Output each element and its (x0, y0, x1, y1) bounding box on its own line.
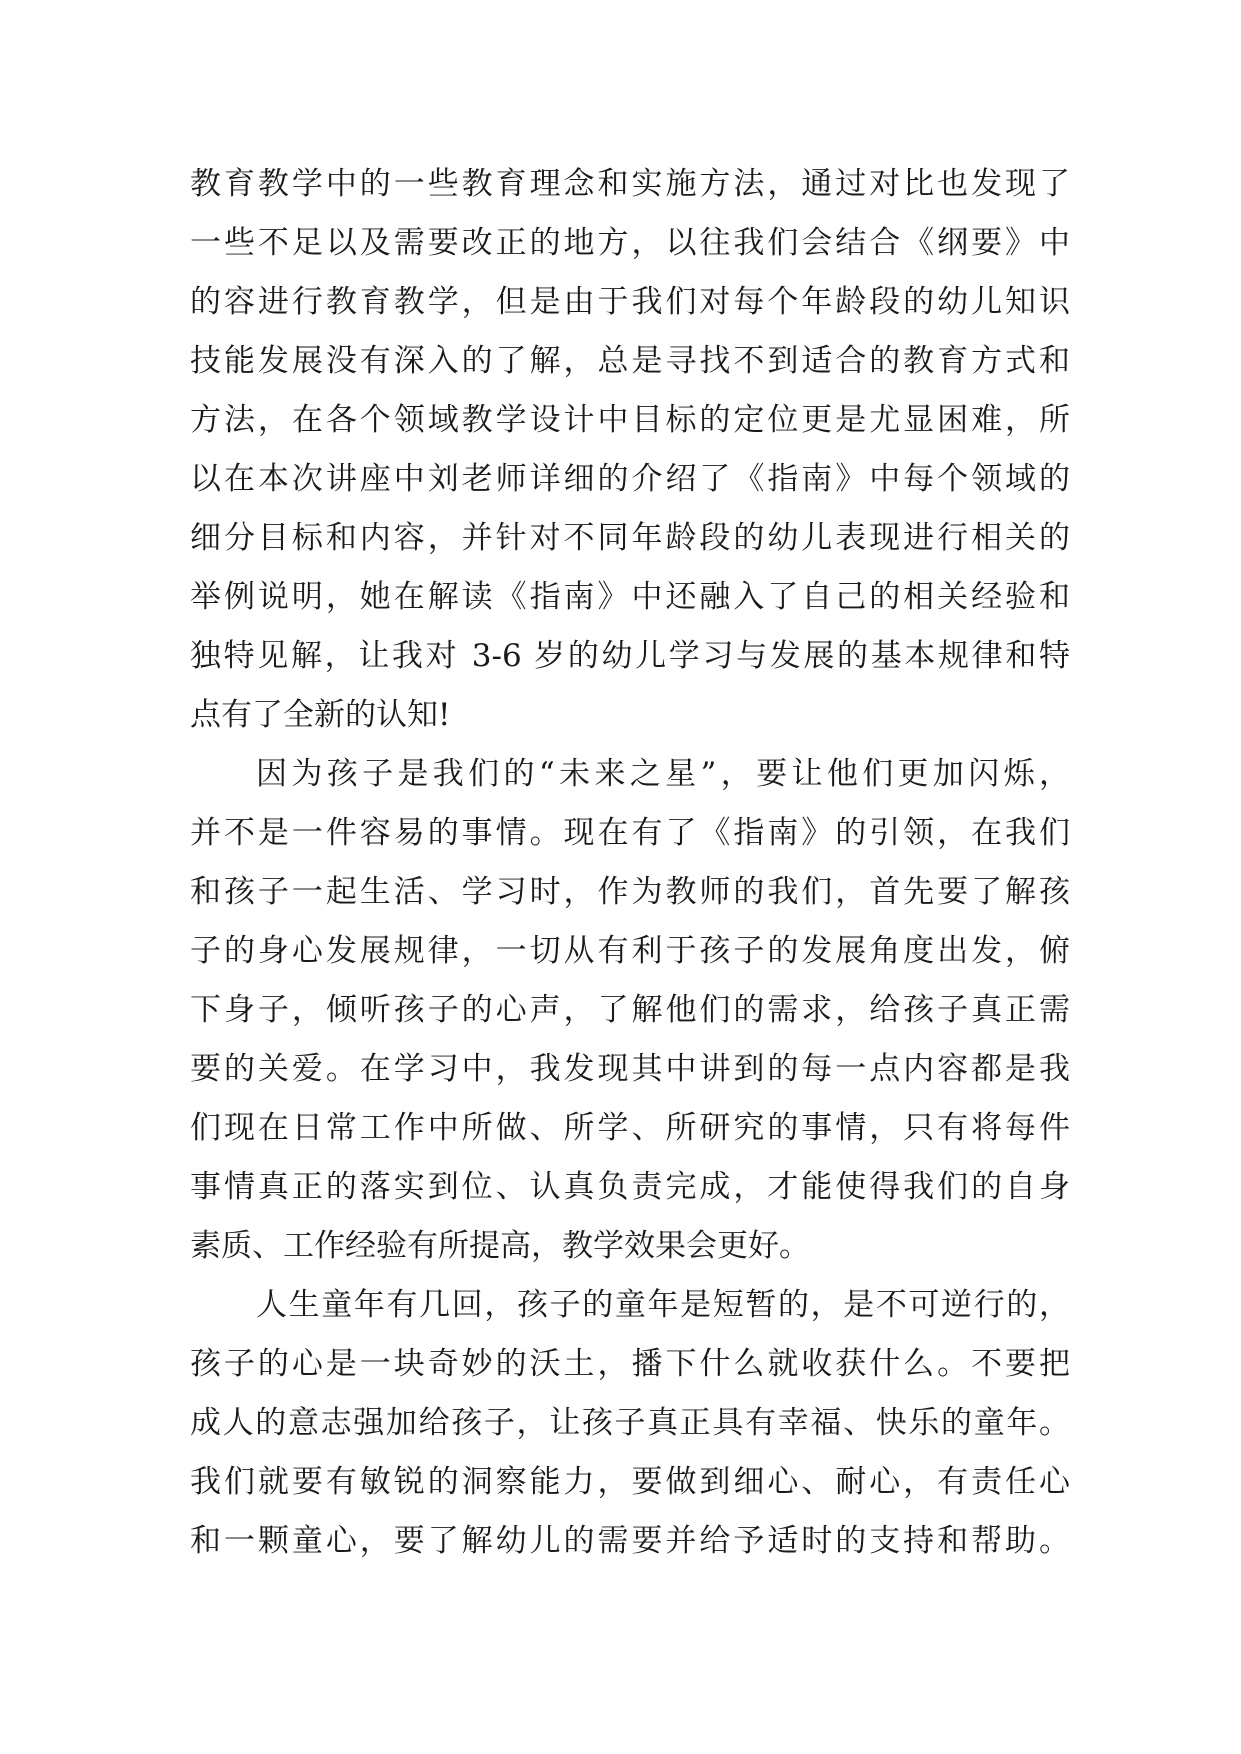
text-line: 下身子，倾听孩子的心声，了解他们的需求，给孩子真正需 (190, 992, 1070, 1028)
text-line: 成人的意志强加给孩子，让孩子真正具有幸福、快乐的童年。 (190, 1405, 1070, 1441)
text-line: 孩子的心是一块奇妙的沃土，播下什么就收获什么。不要把 (190, 1346, 1070, 1382)
text-line: 事情真正的落实到位、认真负责完成，才能使得我们的自身 (190, 1169, 1070, 1205)
text-line: 和孩子一起生活、学习时，作为教师的我们，首先要了解孩 (190, 874, 1070, 910)
document-body (190, 155, 1070, 1571)
text-line: 技能发展没有深入的了解，总是寻找不到适合的教育方式和 (190, 343, 1070, 379)
text-line: 和一颗童心，要了解幼儿的需要并给予适时的支持和帮助。 (190, 1523, 1070, 1559)
paragraph-start-line: 因为孩子是我们的“未来之星”，要让他们更加闪烁， (256, 756, 1070, 792)
text-line: 子的身心发展规律，一切从有利于孩子的发展角度出发，俯 (190, 933, 1070, 969)
text-line: 以在本次讲座中刘老师详细的介绍了《指南》中每个领域的 (190, 461, 1070, 497)
text-line: 方法，在各个领域教学设计中目标的定位更是尤显困难，所 (190, 402, 1070, 438)
text-line: 素质、工作经验有所提高，教学效果会更好。 (190, 1228, 810, 1264)
paragraph-start-line: 人生童年有几回，孩子的童年是短暂的，是不可逆行的， (256, 1287, 1070, 1323)
text-line: 要的关爱。在学习中，我发现其中讲到的每一点内容都是我 (190, 1051, 1070, 1087)
text-line: 一些不足以及需要改正的地方，以往我们会结合《纲要》中 (190, 225, 1070, 261)
text-line: 们现在日常工作中所做、所学、所研究的事情，只有将每件 (190, 1110, 1070, 1146)
text-line: 独特见解，让我对 3-6 岁的幼儿学习与发展的基本规律和特 (190, 638, 1070, 674)
text-line: 并不是一件容易的事情。现在有了《指南》的引领，在我们 (190, 815, 1070, 851)
text-line: 举例说明，她在解读《指南》中还融入了自己的相关经验和 (190, 579, 1070, 615)
text-line: 点有了全新的认知! (190, 697, 451, 733)
text-line: 教育教学中的一些教育理念和实施方法，通过对比也发现了 (190, 166, 1070, 202)
text-line: 我们就要有敏锐的洞察能力，要做到细心、耐心，有责任心 (190, 1464, 1070, 1500)
text-line: 细分目标和内容，并针对不同年龄段的幼儿表现进行相关的 (190, 520, 1070, 556)
text-line: 的容进行教育教学，但是由于我们对每个年龄段的幼儿知识 (190, 284, 1070, 320)
